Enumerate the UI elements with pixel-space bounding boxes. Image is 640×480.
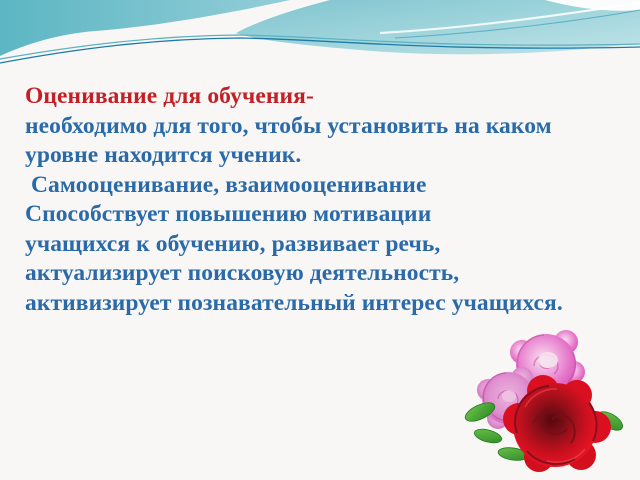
pink-rose-top — [510, 330, 585, 402]
wave-main-swoosh — [236, 0, 640, 54]
wave-corner-wedge — [545, 0, 640, 11]
red-rose — [503, 375, 611, 472]
wave-boundary-line-light — [0, 35, 640, 59]
pink-rose-lower — [477, 367, 534, 429]
text-line-6: учащихся к обучению, развивает речь, — [25, 230, 441, 257]
text-line-2: необходимо для того, чтобы установить на каком — [25, 112, 552, 139]
text-line-4: Самооценивание, взаимооценивание — [25, 171, 427, 198]
wave-streak-white — [380, 3, 640, 33]
wave-streak-teal — [395, 10, 640, 38]
text-line-3: уровне находится ученик. — [25, 142, 302, 168]
rose-leaves — [463, 399, 626, 462]
text-line-5: Способствует повышению мотивации — [25, 201, 432, 227]
text-line-7: актуализирует поисковую деятельность, — [25, 260, 460, 286]
text-line-1: Оценивание для обучения- — [25, 83, 314, 109]
text-line-8: активизирует познавательный интерес учащихся. — [25, 289, 563, 316]
wave-left-shape — [0, 0, 290, 56]
header-wave-graphic — [0, 0, 640, 90]
wave-boundary-line-dark — [0, 38, 640, 63]
roses-image — [458, 328, 635, 473]
slide-text-block — [25, 82, 630, 318]
